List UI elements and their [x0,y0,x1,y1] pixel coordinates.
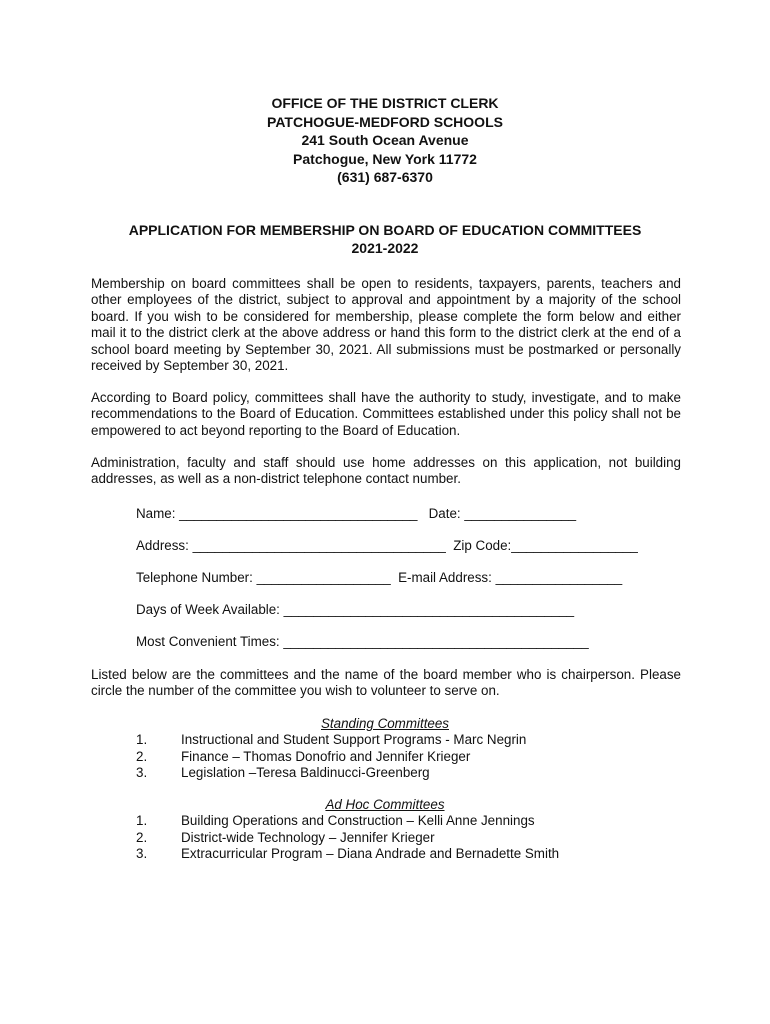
list-item[interactable] [0,813,770,830]
list-item[interactable] [0,749,770,766]
committee-instructions-paragraph: Listed below are the committees and the name of the board member who is chairperson. Please circle the number of the committee you wish to volunteer to serve on. [91,667,681,699]
committee-name: Instructional and Student Support Programs - Marc Negrin [181,732,527,747]
adhoc-committees-heading: Ad Hoc Committees [325,797,445,812]
item-number: 2. [136,748,148,764]
standing-committees-heading: Standing Committees [320,716,449,731]
district-name: PATCHOGUE-MEDFORD SCHOOLS [267,113,503,130]
convenient-times-field[interactable]: Most Convenient Times: _________________________________________ [136,634,589,649]
adhoc-committees-list [0,813,770,863]
phone-email-field[interactable]: Telephone Number: __________________ E-mail Address: _________________ [136,570,623,585]
list-item[interactable] [0,846,770,863]
committee-name: Extracurricular Program – Diana Andrade and Bernadette Smith [181,846,560,862]
item-number: 3. [136,846,148,862]
committee-name: District-wide Technology – Jennifer Krieger [181,829,435,845]
standing-committees-list [0,732,770,782]
letterhead [0,94,770,187]
membership-paragraph: Membership on board committees shall be open to residents, taxpayers, parents, teachers and other employees of the district, subject to approval and appointment by a majority of the school board. If you wish to be considered for membership, please complete the form below and either mail it to the district clerk at the above address or hand this form to the district clerk at the end of a school board meeting by September 30, 2021. All submissions must be postmarked or personally received by September 30, 2021. [91,276,681,374]
title-year: 2021-2022 [351,239,419,256]
address-zip-field[interactable]: Address: __________________________________ Zip Code:_________________ [136,538,638,553]
document-title [0,222,770,257]
title-line: APPLICATION FOR MEMBERSHIP ON BOARD OF EDUCATION COMMITTEES [128,222,642,238]
committee-name: Legislation –Teresa Baldinucci-Greenberg [181,765,430,781]
street-address: 241 South Ocean Avenue [301,132,469,149]
policy-paragraph: According to Board policy, committees shall have the authority to study, investigate, and to make recommendations to the Board of Education. Committees established under this policy shall not be empowered to act beyond reporting to the Board of Education. [91,390,681,438]
name-date-field[interactable]: Name: ________________________________ Date: _______________ [136,506,577,521]
item-number: 1. [136,813,148,828]
office-name: OFFICE OF THE DISTRICT CLERK [271,95,499,111]
phone-number: (631) 687-6370 [337,169,433,186]
item-number: 2. [136,829,148,845]
city-state-zip: Patchogue, New York 11772 [293,150,477,167]
address-instructions-paragraph: Administration, faculty and staff should use home addresses on this application, not building addresses, as well as a non-district telephone contact number. [91,455,681,487]
committee-name: Finance – Thomas Donofrio and Jennifer Krieger [181,748,471,764]
committee-name: Building Operations and Construction – Kelli Anne Jennings [181,813,535,828]
list-item[interactable] [0,732,770,749]
days-available-field[interactable]: Days of Week Available: _______________________________________ [136,602,575,617]
list-item[interactable] [0,765,770,782]
item-number: 1. [136,732,148,747]
list-item[interactable] [0,830,770,847]
item-number: 3. [136,765,148,781]
